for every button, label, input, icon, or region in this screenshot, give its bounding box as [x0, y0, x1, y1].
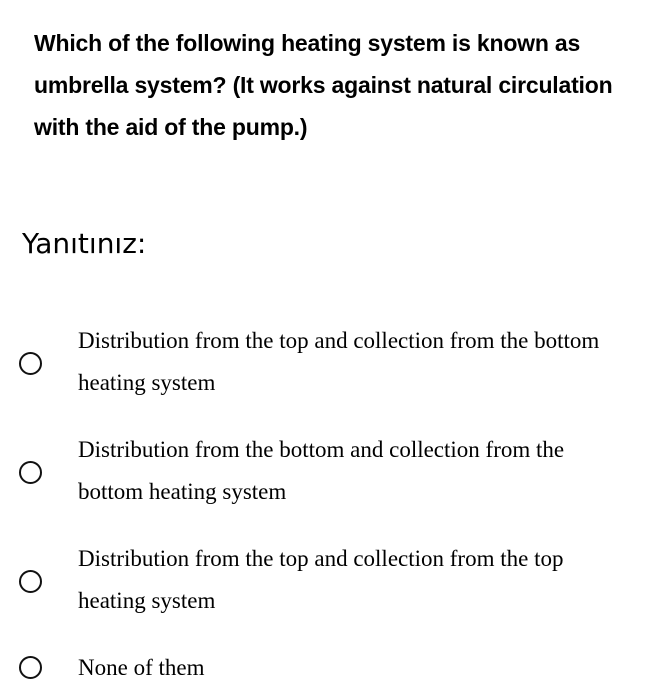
answer-option-2[interactable]	[0, 429, 664, 519]
radio-button-icon[interactable]	[19, 461, 42, 484]
answer-option-3[interactable]	[0, 538, 664, 628]
answer-label: Yanıtınız:	[22, 227, 147, 260]
answer-option-label: Distribution from the bottom and collection from the bottom heating system	[78, 437, 565, 504]
radio-button-icon[interactable]	[19, 570, 42, 593]
answer-option-4[interactable]	[0, 647, 664, 692]
answer-option-label: Distribution from the top and collection from the bottom heating system	[78, 328, 600, 395]
question-text: Which of the following heating system is known as umbrella system? (It works against natural circulation with the aid of the pump.)	[34, 30, 613, 140]
answer-option-label: Distribution from the top and collection from the top heating system	[78, 546, 564, 613]
radio-button-icon[interactable]	[19, 352, 42, 375]
answer-option-label: None of them	[78, 655, 205, 680]
answer-option-1[interactable]	[0, 320, 664, 410]
radio-button-icon[interactable]	[19, 656, 42, 679]
